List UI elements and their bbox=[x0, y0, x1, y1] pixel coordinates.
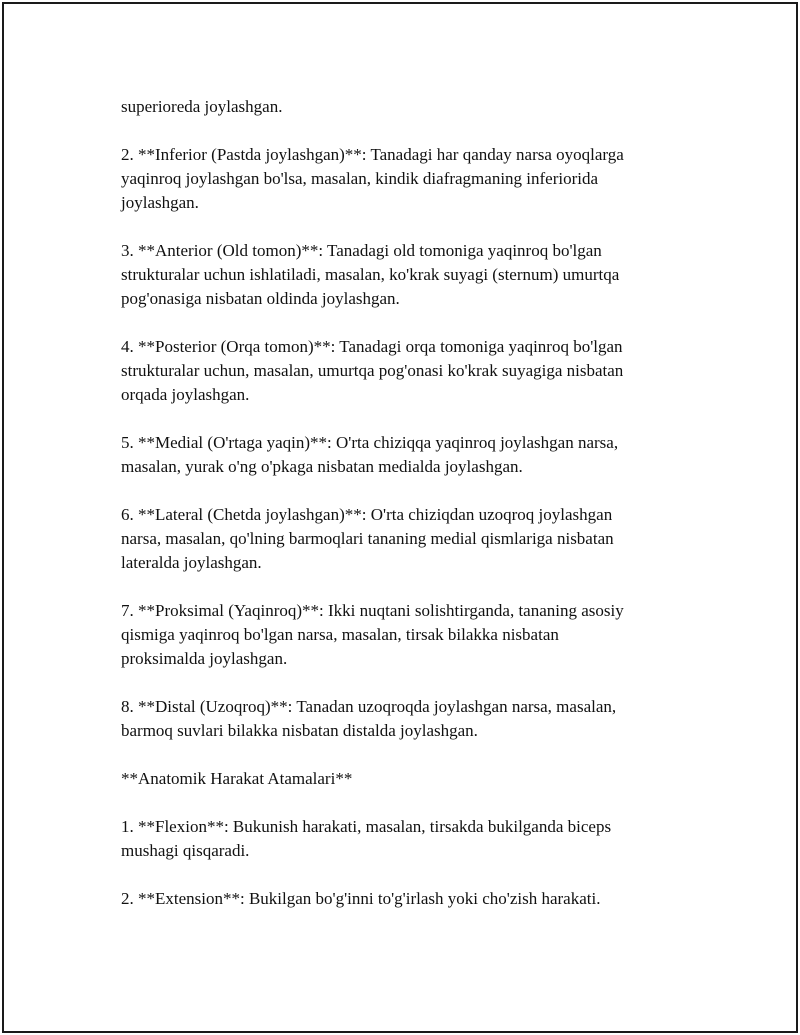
text-line: proksimalda joylashgan. bbox=[121, 649, 288, 668]
text-line: 6. **Lateral (Chetda joylashgan)**: O'rta chiziqdan uzoqroq joylashgan bbox=[121, 505, 613, 524]
document-body bbox=[121, 95, 681, 935]
paragraph-proksimal bbox=[121, 599, 681, 671]
text-line: barmoq suvlari bilakka nisbatan distalda joylashgan. bbox=[121, 721, 478, 740]
paragraph-inferior bbox=[121, 143, 681, 215]
text-line: yaqinroq joylashgan bo'lsa, masalan, kindik diafragmaning inferiorida bbox=[121, 169, 599, 188]
text-line: orqada joylashgan. bbox=[121, 385, 250, 404]
text-line: 4. **Posterior (Orqa tomon)**: Tanadagi orqa tomoniga yaqinroq bo'lgan bbox=[121, 337, 623, 356]
text-line: joylashgan. bbox=[121, 193, 199, 212]
text-line: 2. **Inferior (Pastda joylashgan)**: Tanadagi har qanday narsa oyoqlarga bbox=[121, 145, 624, 164]
text-line: 1. **Flexion**: Bukunish harakati, masalan, tirsakda bukilganda biceps bbox=[121, 817, 612, 836]
text-line: superioreda joylashgan. bbox=[121, 97, 283, 116]
text-line: strukturalar uchun ishlatiladi, masalan, ko'krak suyagi (sternum) umurtqa bbox=[121, 265, 620, 284]
text-line: 2. **Extension**: Bukilgan bo'g'inni to'g'irlash yoki cho'zish harakati. bbox=[121, 889, 601, 908]
section-heading bbox=[121, 767, 681, 791]
text-line: 7. **Proksimal (Yaqinroq)**: Ikki nuqtani solishtirganda, tananing asosiy bbox=[121, 601, 624, 620]
paragraph-anterior bbox=[121, 239, 681, 311]
text-line: 8. **Distal (Uzoqroq)**: Tanadan uzoqroqda joylashgan narsa, masalan, bbox=[121, 697, 617, 716]
paragraph-medial bbox=[121, 431, 681, 479]
paragraph bbox=[121, 95, 681, 119]
text-line: 3. **Anterior (Old tomon)**: Tanadagi old tomoniga yaqinroq bo'lgan bbox=[121, 241, 602, 260]
text-line: pog'onasiga nisbatan oldinda joylashgan. bbox=[121, 289, 400, 308]
text-line: strukturalar uchun, masalan, umurtqa pog'onasi ko'krak suyagiga nisbatan bbox=[121, 361, 624, 380]
paragraph-extension bbox=[121, 887, 681, 911]
text-line: mushagi qisqaradi. bbox=[121, 841, 250, 860]
page-frame bbox=[2, 2, 798, 1033]
paragraph-posterior bbox=[121, 335, 681, 407]
text-line: **Anatomik Harakat Atamalari** bbox=[121, 769, 353, 788]
text-line: masalan, yurak o'ng o'pkaga nisbatan medialda joylashgan. bbox=[121, 457, 523, 476]
paragraph-flexion bbox=[121, 815, 681, 863]
paragraph-lateral bbox=[121, 503, 681, 575]
text-line: lateralda joylashgan. bbox=[121, 553, 262, 572]
paragraph-distal bbox=[121, 695, 681, 743]
text-line: 5. **Medial (O'rtaga yaqin)**: O'rta chiziqqa yaqinroq joylashgan narsa, bbox=[121, 433, 619, 452]
text-line: narsa, masalan, qo'lning barmoqlari tananing medial qismlariga nisbatan bbox=[121, 529, 614, 548]
text-line: qismiga yaqinroq bo'lgan narsa, masalan, tirsak bilakka nisbatan bbox=[121, 625, 559, 644]
